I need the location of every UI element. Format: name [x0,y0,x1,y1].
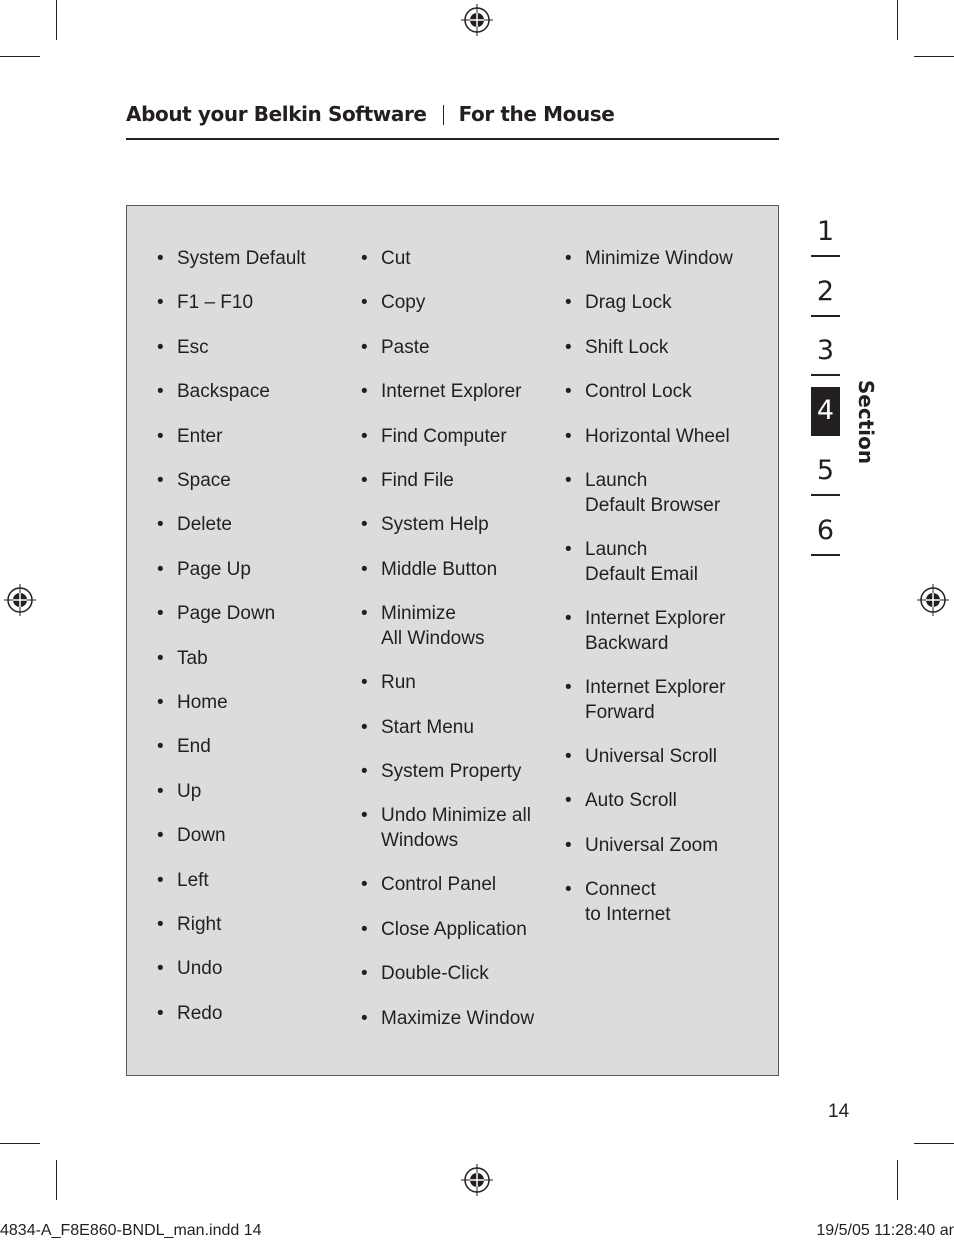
bullet-icon: • [565,608,572,629]
header-subtitle: For the Mouse [458,102,615,126]
list-item-label: Cut [381,248,411,269]
bullet-icon: • [157,381,164,403]
list-item [157,246,306,271]
bullet-icon: • [157,736,164,758]
list-item [157,379,270,404]
list-item-label: System Help [381,514,489,536]
list-item-label: Home [177,692,228,713]
bullet-icon: • [565,879,572,901]
registration-mark-icon [461,1164,493,1196]
bullet-icon: • [361,672,368,694]
bullet-icon: • [157,958,164,980]
list-item-label: Paste [381,336,430,358]
list-item [157,468,231,493]
list-item-label: Enter [177,425,223,447]
list-item-label: Up [177,780,202,802]
bullet-icon: • [565,425,572,447]
list-item-label: Minimize Window [585,248,733,269]
list-item [361,246,411,271]
bullet-icon: • [565,746,572,767]
bullet-icon: • [361,874,368,896]
bullet-icon: • [361,805,368,827]
section-tab-5: 5 [811,447,840,496]
list-item-label: Internet Explorer Backward [585,608,726,654]
bullet-icon: • [157,825,164,847]
crop-mark [0,1143,40,1144]
list-item [565,424,730,449]
list-item [157,424,223,449]
list-item-label: Right [177,914,222,935]
list-item-label: Internet Explorer Forward [585,677,726,723]
crop-mark [0,56,40,57]
list-item-label: End [177,736,211,758]
list-item-label: Connect to Internet [585,879,671,926]
page-number: 14 [828,1101,850,1122]
bullet-icon: • [157,692,164,713]
list-item [361,961,489,986]
list-item [361,1006,535,1031]
bullet-icon: • [361,292,368,314]
list-item-label: Space [177,470,231,491]
list-item [157,557,251,582]
bullet-icon: • [565,790,572,812]
bullet-icon: • [565,336,572,358]
bullet-icon: • [361,425,368,447]
bullet-icon: • [157,603,164,625]
section-tab-6: 6 [811,507,840,556]
function-list-panel [126,205,779,1076]
list-item [157,823,226,848]
section-label: Section [854,379,878,465]
list-item [361,424,507,449]
list-item-label: Launch Default Browser [585,470,721,516]
bullet-icon: • [157,647,164,669]
list-item [565,468,721,518]
list-item [157,734,211,759]
list-item-label: Horizontal Wheel [585,425,730,447]
list-item [361,601,485,651]
list-item-label: Middle Button [381,558,498,580]
registration-mark-icon [461,4,493,36]
list-item [157,912,222,937]
bullet-icon: • [361,716,368,738]
list-item-label: Control Lock [585,381,692,403]
footer-timestamp: 19/5/05 11:28:40 ar [816,1222,954,1239]
list-item [157,690,228,715]
list-item-label: Close Application [381,918,527,940]
list-item [361,670,416,695]
list-item [361,468,454,493]
list-item [565,877,671,927]
list-item-label: Run [381,672,416,694]
list-item-label: Find Computer [381,425,507,447]
list-item [565,606,726,656]
list-item-label: Left [177,869,209,891]
list-item-label: Universal Zoom [585,834,719,856]
list-item [361,290,426,315]
crop-mark [897,0,898,40]
bullet-icon: • [157,425,164,447]
list-item-label: Page Down [177,603,276,625]
list-item [157,290,254,315]
list-item-label: Double-Click [381,963,489,985]
list-item-label: Backspace [177,381,270,403]
list-item [361,557,498,582]
list-item [565,379,692,404]
list-item [565,537,698,587]
list-item-label: Maximize Window [381,1007,535,1029]
list-item-label: Tab [177,647,208,669]
list-item [157,335,209,360]
list-item [157,1001,223,1026]
list-item-label: System Property [381,761,522,782]
list-item-label: Control Panel [381,874,497,896]
list-item-label: Undo Minimize all Windows [381,805,531,852]
list-item-label: Launch Default Email [585,539,698,585]
bullet-icon: • [565,248,572,269]
list-item [565,833,719,858]
list-item-label: Universal Scroll [585,746,717,767]
bullet-icon: • [157,780,164,802]
section-tab-2: 2 [811,268,840,317]
bullet-icon: • [565,381,572,403]
registration-mark-icon [4,584,36,616]
list-item-label: Start Menu [381,716,474,738]
section-tab-1: 1 [811,208,840,257]
list-item [565,744,717,769]
list-item [565,246,733,271]
list-item-label: Redo [177,1002,223,1024]
bullet-icon: • [361,918,368,940]
bullet-icon: • [361,248,368,269]
list-item [361,917,527,942]
list-item [157,868,209,893]
bullet-icon: • [157,914,164,935]
bullet-icon: • [157,514,164,536]
bullet-icon: • [361,963,368,985]
bullet-icon: • [565,834,572,856]
bullet-icon: • [157,1002,164,1024]
section-tab-3: 3 [811,327,840,376]
header-title: About your Belkin Software [126,102,427,126]
bullet-icon: • [157,558,164,580]
bullet-icon: • [361,558,368,580]
list-item-label: Find File [381,470,454,491]
bullet-icon: • [361,381,368,403]
bullet-icon: • [361,470,368,491]
registration-mark-icon [917,584,949,616]
crop-mark [897,1160,898,1200]
list-item [157,512,232,537]
list-item-label: Undo [177,958,223,980]
bullet-icon: • [361,336,368,358]
crop-mark [914,56,954,57]
list-item [361,335,430,360]
list-item [157,779,202,804]
bullet-icon: • [565,292,572,314]
bullet-icon: • [361,761,368,782]
list-item [361,872,497,897]
list-item [565,675,726,725]
list-item [157,601,276,626]
footer-filename: 4834-A_F8E860-BNDL_man.indd 14 [0,1222,262,1239]
crop-mark [56,1160,57,1200]
crop-mark [914,1143,954,1144]
list-item [361,803,531,853]
bullet-icon: • [157,248,164,269]
bullet-icon: • [157,470,164,491]
list-item-label: System Default [177,248,306,269]
bullet-icon: • [361,1007,368,1029]
bullet-icon: • [361,514,368,536]
section-tab-4: 4 [811,387,840,436]
list-item-label: Minimize All Windows [381,603,485,650]
bullet-icon: • [361,603,368,625]
list-item-label: Auto Scroll [585,790,677,812]
list-item-label: F1 – F10 [177,292,254,314]
list-item-label: Esc [177,336,209,358]
bullet-icon: • [157,869,164,891]
list-item-label: Page Up [177,558,251,580]
list-item-label: Copy [381,292,426,314]
list-item [157,956,223,981]
list-item-label: Down [177,825,226,847]
list-item [361,512,489,537]
crop-mark [56,0,57,40]
list-item [565,788,677,813]
list-item [361,715,474,740]
list-item [565,290,672,315]
list-item-label: Shift Lock [585,336,669,358]
list-item-label: Internet Explorer [381,381,522,403]
bullet-icon: • [565,677,572,698]
bullet-icon: • [157,292,164,314]
bullet-icon: • [157,336,164,358]
list-item [157,646,208,671]
list-item [361,759,522,784]
list-item-label: Drag Lock [585,292,672,314]
page-header [126,102,779,140]
bullet-icon: • [565,470,572,491]
list-item-label: Delete [177,514,232,536]
header-divider [443,105,444,125]
bullet-icon: • [565,539,572,560]
list-item [361,379,522,404]
list-item [565,335,669,360]
